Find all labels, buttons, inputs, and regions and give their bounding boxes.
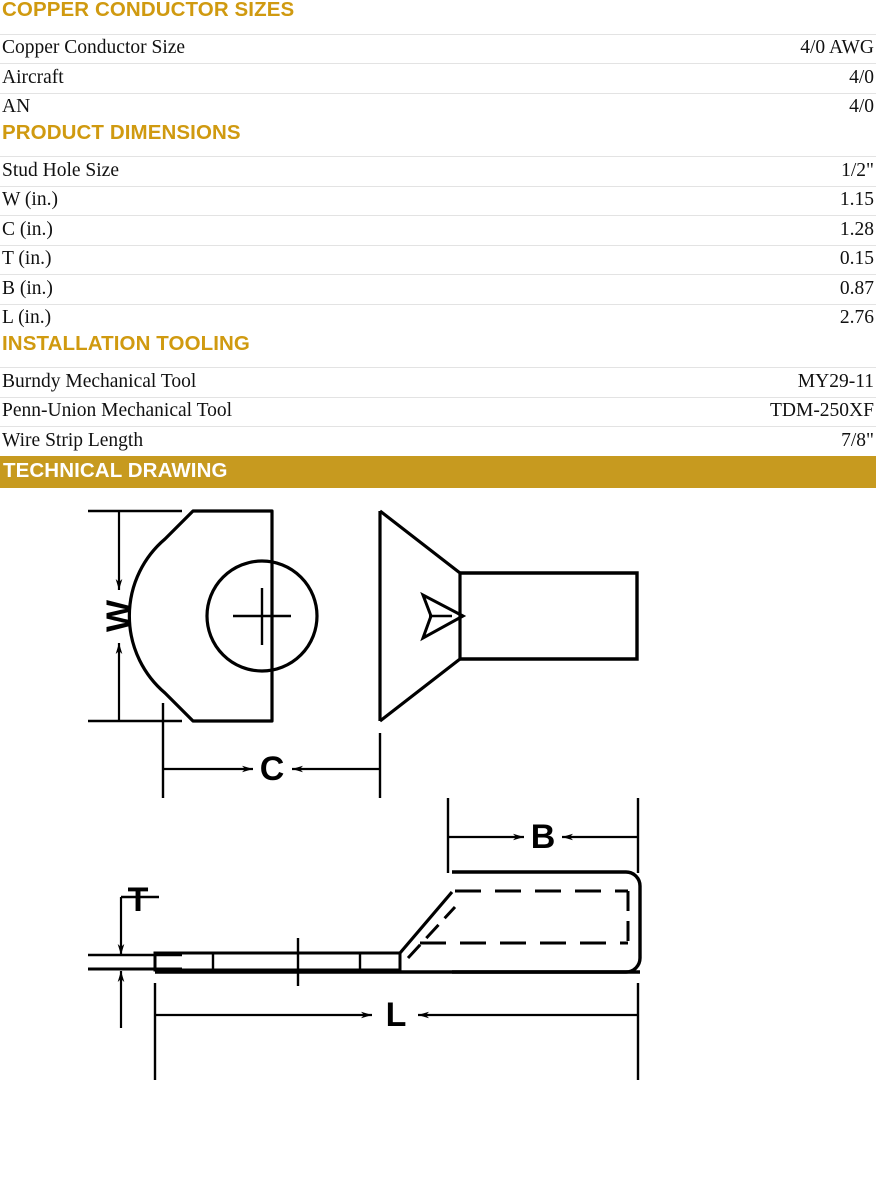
row-label: Penn-Union Mechanical Tool — [0, 397, 438, 427]
row-value: 4/0 — [438, 64, 876, 94]
row-label: Stud Hole Size — [0, 157, 438, 187]
row-value: 7/8" — [438, 427, 876, 457]
table-row — [0, 186, 876, 216]
row-label: Burndy Mechanical Tool — [0, 368, 438, 398]
table-row — [0, 157, 876, 187]
row-label: Aircraft — [0, 64, 438, 94]
row-value: MY29-11 — [438, 368, 876, 398]
table-row — [0, 34, 876, 64]
row-label: W (in.) — [0, 186, 438, 216]
dimension-label-t: T — [127, 880, 149, 919]
table-row — [0, 427, 876, 457]
table-row — [0, 216, 876, 246]
table-row — [0, 368, 876, 398]
top-view — [88, 511, 637, 798]
spacer — [0, 143, 876, 156]
row-value: 4/0 AWG — [438, 34, 876, 64]
row-value: 1/2" — [438, 157, 876, 187]
table-row — [0, 64, 876, 94]
barrel-outline-side-view — [452, 872, 640, 972]
dimension-label-w: W — [100, 599, 138, 632]
row-value: 4/0 — [438, 93, 876, 123]
row-label: Wire Strip Length — [0, 427, 438, 457]
table-row — [0, 245, 876, 275]
tongue-side-profile — [155, 953, 400, 970]
spacer — [0, 21, 876, 34]
section-title-copper-conductor-sizes: COPPER CONDUCTOR SIZES — [2, 0, 295, 21]
technical-drawing-figure — [0, 488, 876, 1128]
section-title-product-dimensions: PRODUCT DIMENSIONS — [2, 120, 241, 144]
side-view — [88, 798, 640, 1080]
table-installation-tooling — [0, 367, 876, 456]
table-row — [0, 304, 876, 334]
row-label: AN — [0, 93, 438, 123]
table-row — [0, 93, 876, 123]
section-title-technical-drawing: TECHNICAL DRAWING — [0, 456, 876, 488]
row-value: 0.15 — [438, 245, 876, 275]
row-label: B (in.) — [0, 275, 438, 305]
spacer — [0, 354, 876, 367]
table-row — [0, 275, 876, 305]
table-row — [0, 397, 876, 427]
row-label: Copper Conductor Size — [0, 34, 438, 64]
dimension-label-b: B — [530, 817, 556, 856]
row-label: T (in.) — [0, 245, 438, 275]
section-title-installation-tooling: INSTALLATION TOOLING — [2, 331, 250, 355]
row-value: 2.76 — [438, 304, 876, 334]
table-product-dimensions — [0, 156, 876, 334]
barrel-outline-top-view — [460, 573, 637, 659]
row-value: TDM-250XF — [438, 397, 876, 427]
row-label: L (in.) — [0, 304, 438, 334]
row-value: 1.15 — [438, 186, 876, 216]
row-label: C (in.) — [0, 216, 438, 246]
dimension-label-l: L — [385, 995, 407, 1034]
row-value: 1.28 — [438, 216, 876, 246]
table-copper-conductor-sizes — [0, 34, 876, 123]
row-value: 0.87 — [438, 275, 876, 305]
dimension-label-c: C — [259, 749, 285, 788]
technical-drawing-svg — [0, 488, 876, 1128]
